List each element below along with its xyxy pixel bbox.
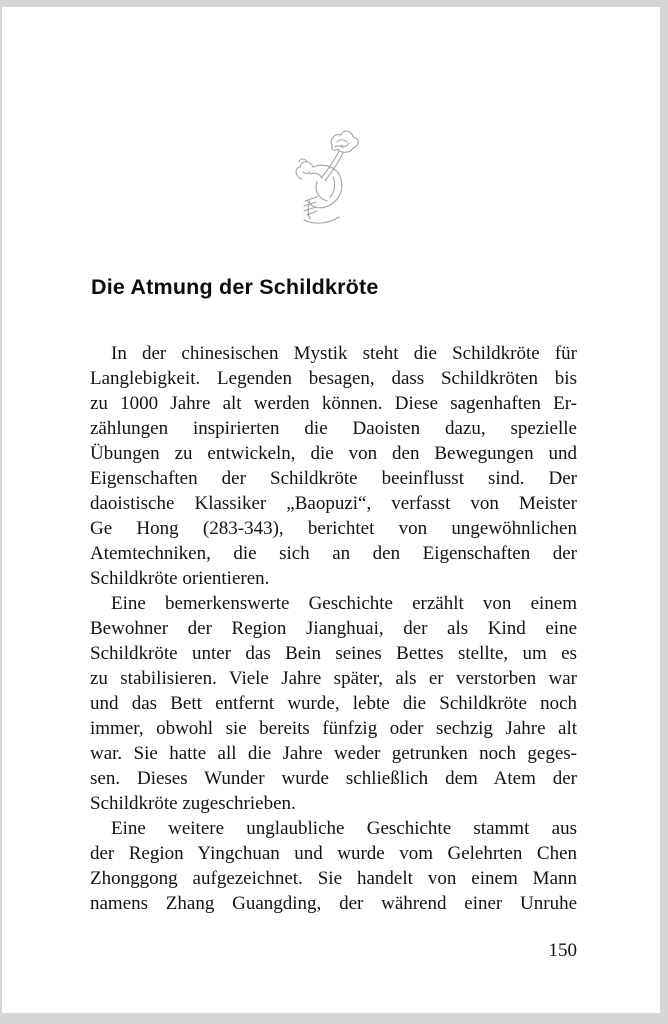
page-number: 150 [548, 940, 577, 961]
text-line: zu 1000 Jahre alt werden können. Diese sagenhaften Er- [90, 393, 577, 414]
text-line: namens Zhang Guangding, der während einer Unruhe [90, 893, 577, 914]
text-line: immer, obwohl sie bereits fünfzig oder sechzig Jahre alt [90, 718, 577, 739]
text-line: daoistische Klassiker „Baopuzi“, verfasst von Meister [90, 493, 577, 514]
text-line: der Region Yingchuan und wurde vom Gelehrten Chen [90, 843, 577, 864]
text-line: Eigenschaften der Schildkröte beeinflusst sind. Der [90, 468, 577, 489]
text-line: Zhonggong aufgezeichnet. Sie handelt von einem Mann [90, 868, 577, 889]
text-line: Ge Hong (283-343), berichtet von ungewöhnlichen [90, 518, 577, 539]
text-line: Eine bemerkenswerte Geschichte erzählt von einem [111, 593, 577, 614]
text-line: In der chinesischen Mystik steht die Schildkröte für [111, 343, 577, 364]
book-page [2, 7, 660, 1013]
text-line: Bewohner der Region Jianghuai, der als Kind eine [90, 618, 577, 639]
text-line: und das Bett entfernt wurde, lebte die Schildkröte noch [90, 693, 577, 714]
text-line: Übungen zu entwickeln, die von den Bewegungen und [90, 443, 577, 464]
text-line: Atemtechniken, die sich an den Eigenschaften der [90, 543, 577, 564]
text-line: Schildkröte orientieren. [90, 568, 270, 589]
text-line: sen. Dieses Wunder wurde schließlich dem Atem der [90, 768, 577, 789]
text-line: Schildkröte unter das Bein seines Bettes stellte, um es [90, 643, 577, 664]
turtle-holding-flower-illustration [283, 129, 365, 227]
text-line: Langlebigkeit. Legenden besagen, dass Schildkröten bis [90, 368, 577, 389]
text-line: zu stabilisieren. Viele Jahre später, als er verstorben war [90, 668, 577, 689]
text-line: Eine weitere unglaubliche Geschichte stammt aus [111, 818, 577, 839]
text-line: Schildkröte zugeschrieben. [90, 793, 296, 814]
text-line: zählungen inspirierten die Daoisten dazu, spezielle [90, 418, 577, 439]
chapter-title: Die Atmung der Schildkröte [91, 275, 379, 299]
text-line: war. Sie hatte all die Jahre weder getrunken noch geges- [90, 743, 577, 764]
body-text [90, 341, 577, 916]
